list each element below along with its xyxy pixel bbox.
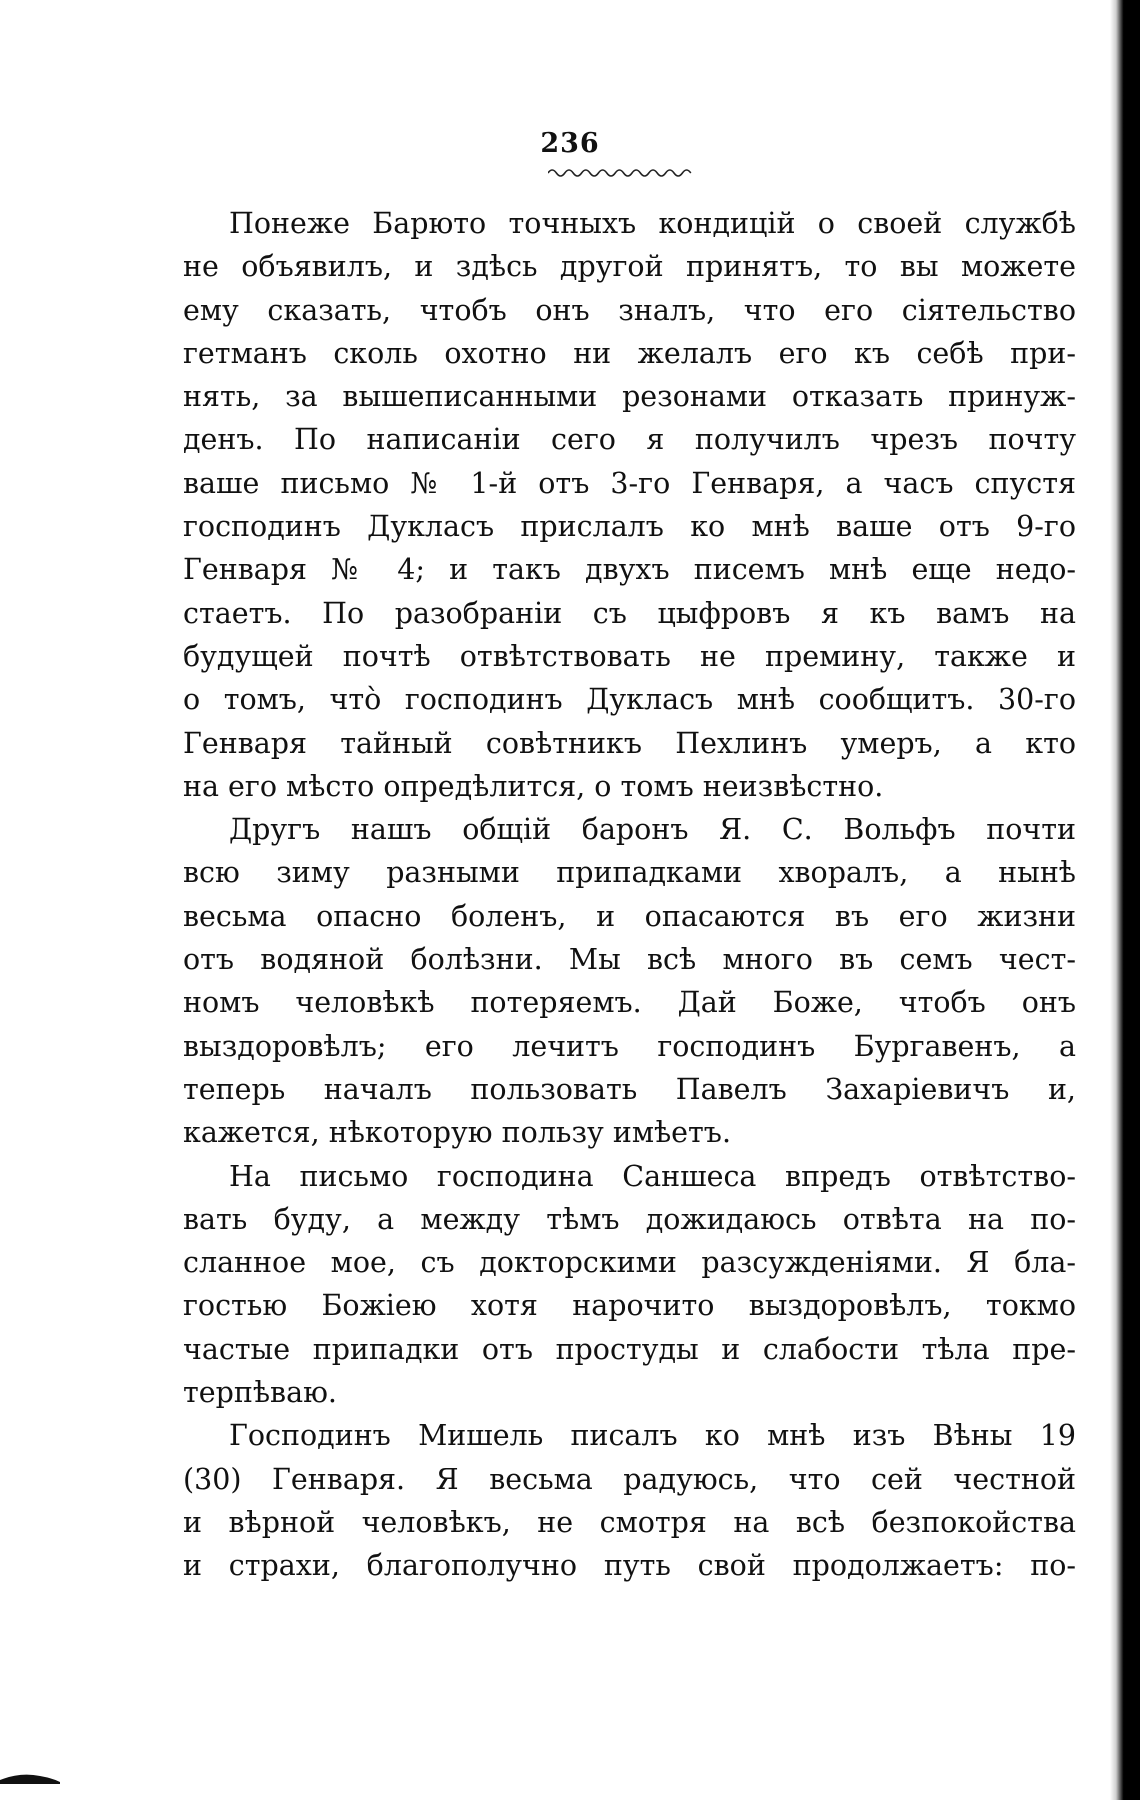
text-line: господинъ Дукласъ прислалъ ко мнѣ ваше отъ 9-го (183, 510, 1076, 544)
text-line: всю зиму разными припадками хворалъ, а нынѣ (183, 856, 1076, 890)
text-line: не объявилъ, и здѣсь другой принятъ, то вы можете (183, 250, 1076, 284)
text-line: Генваря тайный совѣтникъ Пехлинъ умеръ, а кто (183, 726, 1076, 760)
wavy-ornament-icon (548, 166, 698, 180)
text-line: частые припадки отъ простуды и слабости тѣла пре- (183, 1332, 1076, 1366)
text-line: стаетъ. По разобраніи съ цыфровъ я къ вамъ на (183, 596, 1076, 630)
text-line: ему сказать, чтобъ онъ зналъ, что его сіятельство (183, 293, 1076, 327)
text-line: весьма опасно боленъ, и опасаются въ его жизни (183, 899, 1076, 933)
text-line: ваше письмо № 1-й отъ 3-го Генваря, а часъ спустя (183, 466, 1076, 500)
body-text (183, 202, 1076, 1588)
text-line: и вѣрной человѣкъ, не смотря на всѣ безпокойства (183, 1505, 1076, 1539)
text-line: номъ человѣкѣ потеряемъ. Дай Боже, чтобъ онъ (183, 986, 1076, 1020)
text-line: гостью Божіею хотя нарочито выздоровѣлъ, токмо (183, 1289, 1076, 1323)
text-line: сланное мое, съ докторскими разсужденіями. Я бла- (183, 1246, 1076, 1280)
text-line: Понеже Барюто точныхъ кондицій о своей службѣ (229, 207, 1076, 240)
text-line: вать буду, а между тѣмъ дожидаюсь отвѣта на по- (183, 1202, 1076, 1236)
text-line: нять, за вышеписанными резонами отказать принуж- (183, 380, 1076, 414)
text-line: выздоровѣлъ; его лечитъ господинъ Бургавенъ, а (183, 1029, 1076, 1063)
text-line: отъ водяной болѣзни. Мы всѣ много въ семъ чест- (183, 943, 1076, 977)
text-line: (30) Генваря. Я весьма радуюсь, что сей честной (183, 1462, 1076, 1496)
text-line: Господинъ Мишель писалъ ко мнѣ изъ Вѣны 19 (229, 1419, 1076, 1453)
text-line: Другъ нашъ общій баронъ Я. С. Вольфъ почти (229, 813, 1076, 847)
text-line: терпѣваю. (183, 1376, 337, 1410)
text-line: будущей почтѣ отвѣтствовать не премину, также и (183, 639, 1076, 673)
text-line: денъ. По написаніи сего я получилъ чрезъ почту (183, 423, 1076, 457)
page-number: 236 (540, 128, 600, 159)
text-line: на его мѣсто опредѣлится, о томъ неизвѣстно. (183, 769, 884, 803)
text-line: кажется, нѣкоторую пользу имѣетъ. (183, 1116, 731, 1150)
text-line: теперь началъ пользовать Павелъ Захаріевичъ и, (183, 1072, 1076, 1106)
text-line: Генваря № 4; и такъ двухъ писемъ мнѣ еще недо- (183, 553, 1076, 587)
scan-edge-shadow (1110, 0, 1140, 1800)
text-line: На письмо господина Саншеса впредъ отвѣтство- (229, 1159, 1076, 1193)
text-line: о томъ, что̀ господинъ Дукласъ мнѣ сообщитъ. 30-го (183, 683, 1076, 717)
text-line: и страхи, благополучно путь свой продолжаетъ: по- (183, 1549, 1076, 1583)
text-line: гетманъ сколь охотно ни желалъ его къ себѣ при- (183, 336, 1076, 370)
scan-smudge-icon (0, 1770, 60, 1784)
